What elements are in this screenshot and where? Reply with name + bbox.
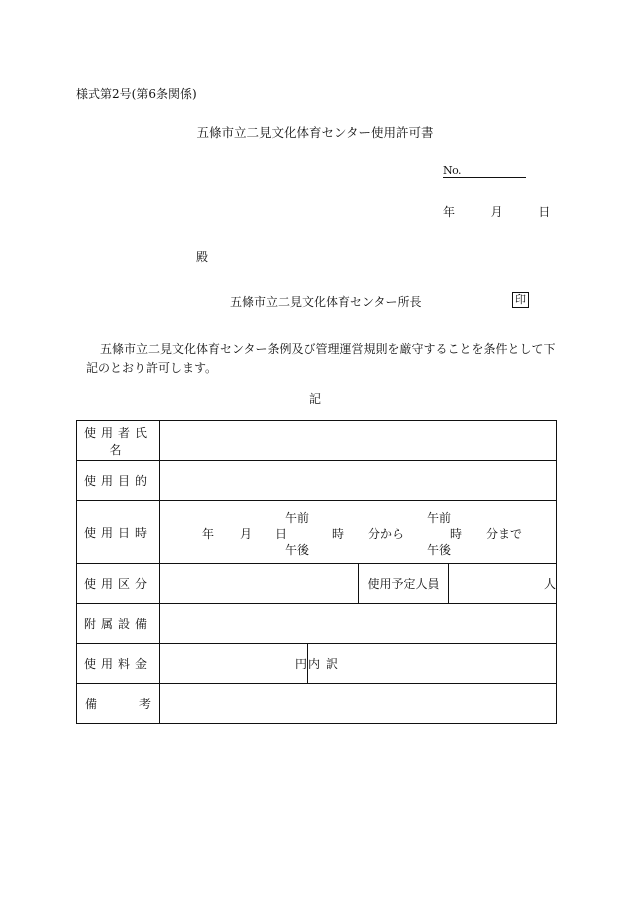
number-label: No. [443,164,462,177]
user-name-label: 使用者氏名 [77,421,160,461]
date-month: 月 [490,205,503,219]
document-title: 五條市立二見文化体育センター使用許可書 [196,125,434,140]
fee-label: 使用料金 [77,644,160,684]
category-label: 使用区分 [77,564,160,604]
remarks-label-b: 考 [138,697,151,711]
permit-table [76,420,557,724]
table-row [77,644,557,684]
dt-from: 分から [368,527,405,541]
body-line-2: 記のとおり許可します。 [86,361,218,375]
dt-year: 年 [202,527,215,541]
equipment-label: 附属設備 [77,604,160,644]
issuer-name: 五條市立二見文化体育センター所長 [230,295,422,309]
fee-field[interactable] [160,644,308,684]
addressee-suffix: 殿 [196,250,209,264]
number-field[interactable] [443,163,526,178]
planned-people-field[interactable] [449,564,557,604]
table-row [77,564,557,604]
dt-pm-2: 午後 [427,543,452,557]
issue-date [443,203,550,220]
remarks-label-a: 備 [85,697,98,711]
date-day: 日 [538,205,551,219]
table-row [77,461,557,501]
table-row [77,684,557,724]
user-name-field[interactable] [160,421,557,461]
datetime-field[interactable] [160,501,557,564]
dt-until: 分まで [486,527,523,541]
body-line-1: 五條市立二見文化体育センター条例及び管理運営規則を厳守することを条件として下 [100,342,556,356]
dt-hour-1: 時 [332,527,345,541]
ki-heading: 記 [308,392,321,406]
equipment-field[interactable] [160,604,557,644]
dt-pm-1: 午後 [285,543,310,557]
date-year: 年 [443,205,456,219]
remarks-field[interactable] [160,684,557,724]
remarks-label [77,684,160,724]
dt-month: 月 [240,527,253,541]
dt-day: 日 [275,527,288,541]
dt-hour-2: 時 [450,527,463,541]
purpose-field[interactable] [160,461,557,501]
category-field[interactable] [160,564,359,604]
breakdown-label: 内訳 [308,657,345,671]
people-unit: 人 [543,577,556,591]
body-text [86,340,556,378]
yen-unit: 円 [294,657,307,671]
purpose-label: 使用目的 [77,461,160,501]
form-id: 様式第2号(第6条関係) [76,87,197,101]
planned-people-label: 使用予定人員 [359,564,449,604]
table-row [77,421,557,461]
dt-am-2: 午前 [427,511,452,525]
breakdown-field[interactable] [308,644,557,684]
datetime-label: 使用日時 [77,501,160,564]
dt-am-1: 午前 [285,511,310,525]
table-row [77,501,557,564]
table-row [77,604,557,644]
seal-mark: 印 [512,292,529,308]
